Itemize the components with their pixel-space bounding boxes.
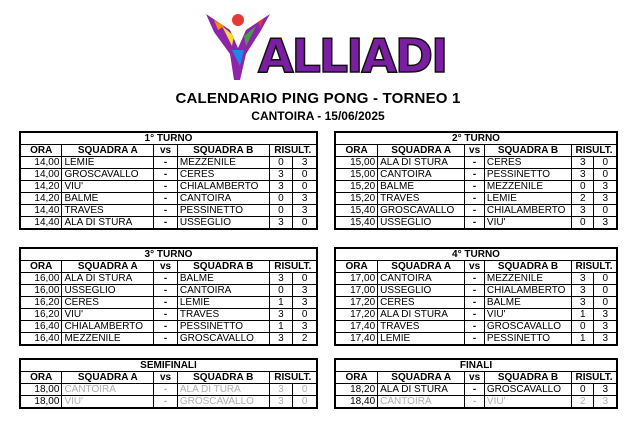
- block-turno-3: [19, 247, 318, 346]
- match-table: [335, 359, 617, 408]
- col-ora: ORA: [336, 372, 378, 384]
- col-ora: ORA: [336, 261, 378, 273]
- match-time: 17,20: [336, 309, 378, 321]
- vs-separator: -: [465, 321, 485, 333]
- score-a: 0: [269, 157, 293, 169]
- score-b: 0: [594, 205, 617, 217]
- team-a: GROSCAVALLO: [378, 205, 465, 217]
- score-a: 3: [572, 169, 594, 181]
- match-row: [336, 321, 617, 333]
- page-subtitle: CANTOIRA - 15/06/2025: [251, 109, 385, 123]
- team-b: CHIALAMBERTO: [484, 205, 571, 217]
- score-b: 3: [594, 309, 617, 321]
- score-b: 0: [293, 273, 317, 285]
- vs-separator: -: [465, 396, 485, 408]
- score-b: 0: [293, 396, 317, 408]
- block-turno-2: [334, 131, 618, 230]
- score-b: 0: [594, 285, 617, 297]
- match-time: 15,20: [336, 193, 378, 205]
- col-squadra-b: SQUADRA B: [177, 372, 269, 384]
- team-b: GROSCAVALLO: [484, 321, 571, 333]
- block-title: FINALI: [336, 360, 617, 372]
- match-time: 14,20: [21, 181, 62, 193]
- vs-separator: -: [154, 321, 178, 333]
- match-time: 18,00: [21, 396, 62, 408]
- block-semifinali: [19, 358, 318, 409]
- column-header-row: [336, 145, 617, 157]
- col-ora: ORA: [21, 145, 62, 157]
- team-b: CHIALAMBERTO: [484, 285, 571, 297]
- score-b: 3: [293, 321, 317, 333]
- block-finali: [334, 358, 618, 409]
- vs-separator: -: [154, 285, 178, 297]
- team-a: ALA DI STURA: [378, 309, 465, 321]
- match-row: [336, 157, 617, 169]
- score-b: 0: [293, 169, 317, 181]
- match-time: 18,20: [336, 384, 378, 396]
- vs-separator: -: [154, 309, 178, 321]
- match-time: 14,40: [21, 217, 62, 229]
- col-ora: ORA: [21, 372, 62, 384]
- team-a: CANTOIRA: [378, 169, 465, 181]
- match-row: [21, 193, 317, 205]
- match-time: 18,40: [336, 396, 378, 408]
- match-row: [21, 157, 317, 169]
- col-risult: RISULT.: [572, 261, 617, 273]
- score-a: 1: [269, 297, 293, 309]
- team-a: CANTOIRA: [62, 384, 154, 396]
- score-b: 2: [293, 333, 317, 345]
- score-b: 3: [594, 396, 617, 408]
- team-b: VIU': [484, 309, 571, 321]
- team-a: TRAVES: [62, 205, 154, 217]
- team-a: ALA DI STURA: [62, 217, 154, 229]
- match-row: [336, 193, 617, 205]
- match-time: 15,00: [336, 169, 378, 181]
- score-b: 3: [594, 333, 617, 345]
- vs-separator: -: [465, 309, 485, 321]
- alliadi-logo: [200, 6, 450, 84]
- match-row: [21, 217, 317, 229]
- match-row: [336, 396, 617, 408]
- score-a: 3: [572, 285, 594, 297]
- score-a: 3: [572, 273, 594, 285]
- match-row: [336, 285, 617, 297]
- col-squadra-b: SQUADRA B: [484, 372, 571, 384]
- score-b: 3: [293, 285, 317, 297]
- score-a: 0: [572, 384, 594, 396]
- match-time: 14,40: [21, 205, 62, 217]
- block-title: 2° TURNO: [336, 133, 617, 145]
- block-title: 3° TURNO: [21, 249, 317, 261]
- match-row: [336, 205, 617, 217]
- score-a: 3: [269, 181, 293, 193]
- match-time: 17,40: [336, 333, 378, 345]
- team-b: CANTOIRA: [177, 285, 269, 297]
- match-time: 17,00: [336, 273, 378, 285]
- team-a: ALA DI STURA: [378, 384, 465, 396]
- score-a: 2: [572, 396, 594, 408]
- team-b: PESSINETTO: [177, 205, 269, 217]
- col-vs: vs: [465, 261, 485, 273]
- match-row: [336, 273, 617, 285]
- score-b: 0: [594, 273, 617, 285]
- col-vs: vs: [465, 372, 485, 384]
- col-squadra-a: SQUADRA A: [378, 261, 465, 273]
- team-a: BALME: [378, 181, 465, 193]
- column-header-row: [336, 261, 617, 273]
- score-b: 3: [293, 157, 317, 169]
- match-row: [21, 384, 317, 396]
- score-b: 0: [594, 297, 617, 309]
- match-row: [21, 273, 317, 285]
- team-b: TRAVES: [177, 309, 269, 321]
- team-b: BALME: [484, 297, 571, 309]
- score-a: 3: [269, 333, 293, 345]
- match-time: 16,00: [21, 285, 62, 297]
- team-b: VIU': [484, 396, 571, 408]
- score-a: 2: [572, 193, 594, 205]
- vs-separator: -: [465, 181, 485, 193]
- block-title: 1° TURNO: [21, 133, 317, 145]
- team-b: ALA DI TURA: [177, 384, 269, 396]
- team-a: USSEGLIO: [378, 217, 465, 229]
- col-risult: RISULT.: [572, 372, 617, 384]
- match-row: [336, 169, 617, 181]
- team-b: PESSINETTO: [484, 169, 571, 181]
- team-b: LEMIE: [484, 193, 571, 205]
- match-time: 16,20: [21, 309, 62, 321]
- block-title: SEMIFINALI: [21, 360, 317, 372]
- team-a: MEZZENILE: [62, 333, 154, 345]
- match-table: [20, 248, 317, 345]
- team-b: CERES: [177, 169, 269, 181]
- vs-separator: -: [465, 169, 485, 181]
- match-table: [20, 132, 317, 229]
- column-header-row: [336, 372, 617, 384]
- vs-separator: -: [465, 205, 485, 217]
- team-a: USSEGLIO: [378, 285, 465, 297]
- team-b: PESSINETTO: [484, 333, 571, 345]
- col-squadra-b: SQUADRA B: [484, 261, 571, 273]
- team-b: VIU': [484, 217, 571, 229]
- match-row: [336, 384, 617, 396]
- match-table: [20, 359, 317, 408]
- col-vs: vs: [154, 145, 178, 157]
- team-b: GROSCAVALLO: [484, 384, 571, 396]
- match-table: [335, 132, 617, 229]
- match-row: [21, 285, 317, 297]
- team-a: BALME: [62, 193, 154, 205]
- match-time: 15,40: [336, 205, 378, 217]
- col-squadra-b: SQUADRA B: [177, 145, 269, 157]
- score-a: 3: [572, 157, 594, 169]
- team-a: CERES: [378, 297, 465, 309]
- team-b: CERES: [484, 157, 571, 169]
- vs-separator: -: [465, 193, 485, 205]
- team-a: CHIALAMBERTO: [62, 321, 154, 333]
- col-vs: vs: [154, 372, 178, 384]
- match-row: [336, 333, 617, 345]
- score-b: 3: [594, 181, 617, 193]
- match-row: [21, 396, 317, 408]
- team-a: CERES: [62, 297, 154, 309]
- col-vs: vs: [465, 145, 485, 157]
- match-time: 16,40: [21, 333, 62, 345]
- team-b: GROSCAVALLO: [177, 333, 269, 345]
- vs-separator: -: [465, 157, 485, 169]
- score-a: 3: [572, 297, 594, 309]
- col-squadra-a: SQUADRA A: [62, 372, 154, 384]
- team-b: PESSINETTO: [177, 321, 269, 333]
- match-time: 18,00: [21, 384, 62, 396]
- score-b: 0: [293, 181, 317, 193]
- team-a: VIU': [62, 309, 154, 321]
- team-a: VIU': [62, 181, 154, 193]
- match-time: 17,40: [336, 321, 378, 333]
- score-b: 0: [293, 384, 317, 396]
- col-risult: RISULT.: [572, 145, 617, 157]
- match-row: [21, 321, 317, 333]
- block-turno-1: [19, 131, 318, 230]
- col-risult: RISULT.: [269, 372, 316, 384]
- match-time: 16,20: [21, 297, 62, 309]
- col-ora: ORA: [336, 145, 378, 157]
- score-b: 3: [293, 205, 317, 217]
- score-b: 0: [293, 309, 317, 321]
- score-a: 0: [269, 205, 293, 217]
- match-row: [21, 205, 317, 217]
- match-row: [21, 333, 317, 345]
- score-a: 1: [269, 321, 293, 333]
- match-time: 16,40: [21, 321, 62, 333]
- vs-separator: -: [154, 193, 178, 205]
- col-squadra-a: SQUADRA A: [378, 145, 465, 157]
- col-squadra-b: SQUADRA B: [177, 261, 269, 273]
- score-a: 3: [572, 205, 594, 217]
- match-time: 15,40: [336, 217, 378, 229]
- vs-separator: -: [154, 333, 178, 345]
- match-row: [336, 181, 617, 193]
- team-a: GROSCAVALLO: [62, 169, 154, 181]
- block-title: 4° TURNO: [336, 249, 617, 261]
- team-b: MEZZENILE: [484, 181, 571, 193]
- score-b: 3: [594, 217, 617, 229]
- score-a: 3: [269, 217, 293, 229]
- vs-separator: -: [465, 217, 485, 229]
- col-risult: RISULT.: [269, 145, 316, 157]
- team-a: ALA DI STURA: [378, 157, 465, 169]
- col-squadra-a: SQUADRA A: [62, 261, 154, 273]
- column-header-row: [21, 145, 317, 157]
- score-b: 0: [293, 217, 317, 229]
- team-b: GROSCAVALLO: [177, 396, 269, 408]
- score-a: 0: [269, 285, 293, 297]
- match-row: [21, 181, 317, 193]
- team-a: USSEGLIO: [62, 285, 154, 297]
- page-title: CALENDARIO PING PONG - TORNEO 1: [175, 90, 461, 107]
- block-turno-4: [334, 247, 618, 346]
- score-a: 3: [269, 384, 293, 396]
- vs-separator: -: [154, 181, 178, 193]
- score-b: 0: [594, 169, 617, 181]
- vs-separator: -: [154, 297, 178, 309]
- col-ora: ORA: [21, 261, 62, 273]
- match-row: [21, 309, 317, 321]
- score-a: 3: [269, 396, 293, 408]
- col-squadra-a: SQUADRA A: [62, 145, 154, 157]
- match-row: [21, 169, 317, 181]
- match-table: [335, 248, 617, 345]
- vs-separator: -: [154, 157, 178, 169]
- match-time: 16,00: [21, 273, 62, 285]
- match-row: [336, 217, 617, 229]
- vs-separator: -: [154, 384, 178, 396]
- team-a: LEMIE: [378, 333, 465, 345]
- team-b: CHIALAMBERTO: [177, 181, 269, 193]
- vs-separator: -: [154, 396, 178, 408]
- team-b: BALME: [177, 273, 269, 285]
- score-a: 3: [269, 309, 293, 321]
- col-risult: RISULT.: [269, 261, 316, 273]
- vs-separator: -: [154, 205, 178, 217]
- score-b: 3: [293, 297, 317, 309]
- vs-separator: -: [154, 273, 178, 285]
- score-a: 1: [572, 309, 594, 321]
- team-a: TRAVES: [378, 321, 465, 333]
- match-row: [336, 297, 617, 309]
- match-time: 15,20: [336, 181, 378, 193]
- team-a: CANTOIRA: [378, 273, 465, 285]
- match-time: 14,20: [21, 193, 62, 205]
- team-b: MEZZENILE: [484, 273, 571, 285]
- score-a: 0: [572, 217, 594, 229]
- col-squadra-b: SQUADRA B: [484, 145, 571, 157]
- match-time: 15,00: [336, 157, 378, 169]
- score-a: 0: [572, 321, 594, 333]
- score-a: 3: [269, 273, 293, 285]
- logo-text: ALLIADI: [258, 29, 447, 83]
- team-b: LEMIE: [177, 297, 269, 309]
- team-a: LEMIE: [62, 157, 154, 169]
- vs-separator: -: [465, 333, 485, 345]
- score-b: 3: [594, 193, 617, 205]
- team-a: TRAVES: [378, 193, 465, 205]
- column-header-row: [21, 261, 317, 273]
- score-a: 3: [269, 169, 293, 181]
- match-row: [21, 297, 317, 309]
- score-a: 0: [572, 181, 594, 193]
- vs-separator: -: [465, 273, 485, 285]
- team-a: ALA DI STURA: [62, 273, 154, 285]
- vs-separator: -: [465, 297, 485, 309]
- col-squadra-a: SQUADRA A: [378, 372, 465, 384]
- team-a: CANTOIRA: [378, 396, 465, 408]
- score-b: 0: [594, 157, 617, 169]
- vs-separator: -: [465, 384, 485, 396]
- match-time: 17,00: [336, 285, 378, 297]
- col-vs: vs: [154, 261, 178, 273]
- vs-separator: -: [154, 169, 178, 181]
- score-b: 3: [594, 384, 617, 396]
- team-b: USSEGLIO: [177, 217, 269, 229]
- team-a: VIU': [62, 396, 154, 408]
- match-time: 17,20: [336, 297, 378, 309]
- score-b: 3: [594, 321, 617, 333]
- score-a: 1: [572, 333, 594, 345]
- vs-separator: -: [465, 285, 485, 297]
- match-row: [336, 309, 617, 321]
- score-a: 0: [269, 193, 293, 205]
- team-b: CANTOIRA: [177, 193, 269, 205]
- match-time: 14,00: [21, 169, 62, 181]
- match-time: 14,00: [21, 157, 62, 169]
- score-b: 3: [293, 193, 317, 205]
- team-b: MEZZENILE: [177, 157, 269, 169]
- column-header-row: [21, 372, 317, 384]
- vs-separator: -: [154, 217, 178, 229]
